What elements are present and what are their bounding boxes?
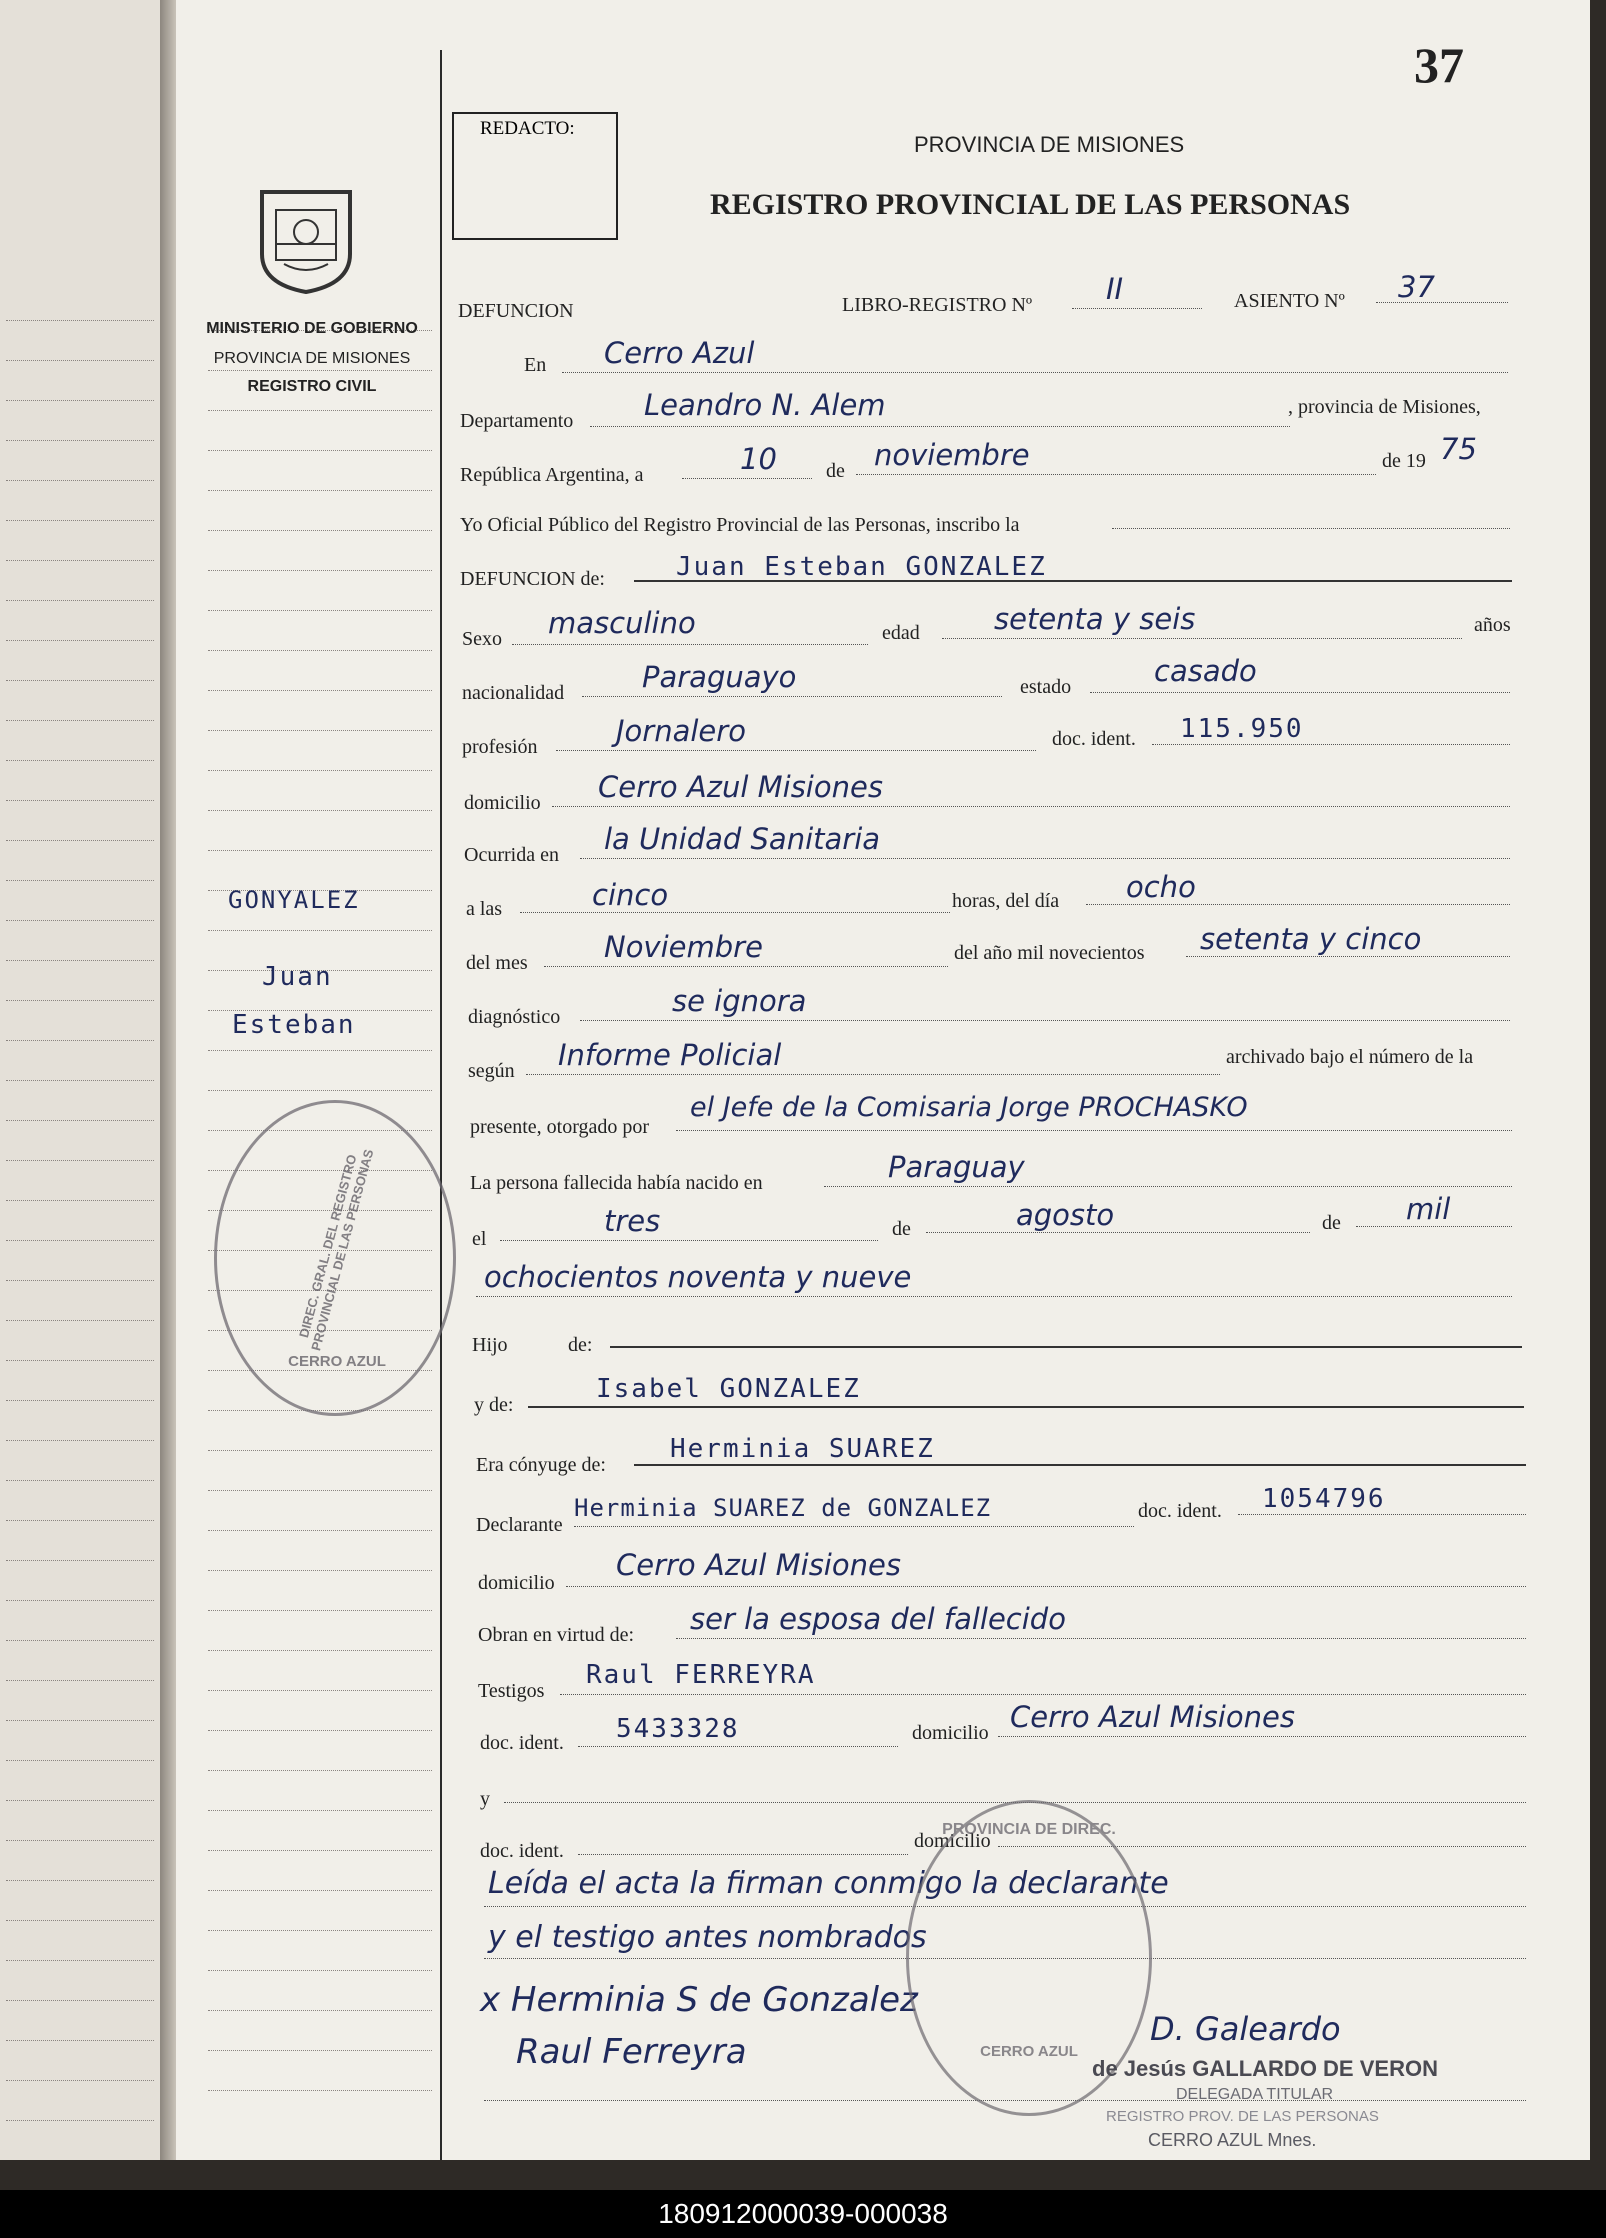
- segun-label: según: [468, 1060, 515, 1082]
- alas-line: [520, 912, 950, 913]
- declarante-doc-label: doc. ident.: [1138, 1500, 1222, 1522]
- facing-page-rule: [6, 2040, 154, 2041]
- nacido-line: [824, 1186, 1512, 1187]
- declarante-line: [574, 1526, 1134, 1527]
- nacionalidad-line: [582, 696, 1002, 697]
- margin-rule-line: [208, 530, 432, 531]
- domicilio-line: [552, 806, 1510, 807]
- margin-rule: [440, 50, 442, 2160]
- margin-rule-line: [208, 490, 432, 491]
- redacto-label: REDACTO:: [480, 118, 575, 139]
- facing-page-rule: [6, 1920, 154, 1921]
- facing-page-rule: [6, 960, 154, 961]
- sexo-line: [512, 644, 868, 645]
- profesion-value: Jornalero: [616, 714, 746, 748]
- margin-rule-line: [208, 2050, 432, 2051]
- margin-rule-line: [208, 1450, 432, 1451]
- facing-page-rule: [6, 1480, 154, 1481]
- facing-page-rule: [6, 1720, 154, 1721]
- facing-page-rule: [6, 520, 154, 521]
- y-label: y: [480, 1788, 490, 1810]
- margin-rule-line: [208, 1770, 432, 1771]
- edad-line: [942, 638, 1462, 639]
- margin-rule-line: [208, 570, 432, 571]
- presente-line: [676, 1130, 1512, 1131]
- profesion-label: profesión: [462, 736, 538, 758]
- hijo-de-label: de:: [568, 1334, 593, 1356]
- facing-page-rule: [6, 640, 154, 641]
- facing-page-rule: [6, 1160, 154, 1161]
- margin-rule-line: [208, 1050, 432, 1051]
- image-caption: 180912000039-000038: [658, 2198, 948, 2229]
- margin-rule-line: [208, 1570, 432, 1571]
- asiento-line: [1376, 302, 1508, 303]
- domicilio3-label: domicilio: [912, 1722, 989, 1744]
- nacionalidad-value: Paraguayo: [642, 660, 797, 694]
- yde-label: y de:: [474, 1394, 514, 1416]
- facing-page-rule: [6, 1560, 154, 1561]
- ministry-line2: PROVINCIA DE MISIONES: [213, 350, 411, 367]
- anos-label: años: [1474, 614, 1511, 636]
- presente-value: el Jefe de la Comisaria Jorge PROCHASKO: [690, 1092, 1248, 1123]
- anio-mil-line: [1186, 956, 1510, 957]
- margin-rule-line: [208, 650, 432, 651]
- conyuge-line: [634, 1464, 1526, 1466]
- registry-stamp-left: [214, 1100, 456, 1416]
- margin-rule-line: [208, 690, 432, 691]
- leido-line1: Leída el acta la firman conmigo la declarante: [488, 1866, 1169, 1901]
- diagnostico-value: se ignora: [672, 984, 807, 1018]
- margin-rule-line: [208, 2090, 432, 2091]
- alas-label: a las: [466, 898, 503, 920]
- doc2-value: 5433328: [616, 1714, 740, 1744]
- leido-line2: y el testigo antes nombrados: [488, 1920, 927, 1955]
- margin-rule-line: [208, 610, 432, 611]
- dia-value: 10: [740, 442, 777, 476]
- margin-rule-line: [208, 1650, 432, 1651]
- oficial-text: Yo Oficial Público del Registro Provincial de las Personas, inscribo la: [460, 514, 1020, 536]
- margin-rule-line: [208, 730, 432, 731]
- anio-mil-value: setenta y cinco: [1200, 922, 1422, 956]
- ministry-line3: REGISTRO CIVIL: [247, 378, 377, 395]
- facing-page: [0, 0, 160, 2160]
- madre-line: [528, 1406, 1524, 1408]
- departamento-label: Departamento: [460, 410, 574, 432]
- margin-rule-line: [208, 1850, 432, 1851]
- facing-page-rule: [6, 440, 154, 441]
- margin-rule-line: [208, 1930, 432, 1931]
- ocurrida-label: Ocurrida en: [464, 844, 559, 866]
- declarante-value: Herminia SUAREZ de GONZALEZ: [574, 1494, 992, 1522]
- facing-page-rule: [6, 1800, 154, 1801]
- signature-oficial: D. Galeardo: [1150, 2010, 1341, 2048]
- difunto-value: Juan Esteban GONZALEZ: [676, 552, 1047, 582]
- facing-page-rule: [6, 1360, 154, 1361]
- obran-label: Obran en virtud de:: [478, 1624, 635, 1646]
- facing-page-rule: [6, 600, 154, 601]
- facing-page-rule: [6, 560, 154, 561]
- sexo-label: Sexo: [462, 628, 502, 650]
- declarante-label: Declarante: [476, 1514, 563, 1536]
- domicilio3-value: Cerro Azul Misiones: [1010, 1700, 1295, 1734]
- presente-label: presente, otorgado por: [470, 1116, 650, 1138]
- domicilio-label: domicilio: [464, 792, 541, 814]
- madre-value: Isabel GONZALEZ: [596, 1374, 861, 1404]
- officer-name-stamp: de Jesús GALLARDO DE VERON: [1092, 2056, 1438, 2081]
- facing-page-rule: [6, 360, 154, 361]
- edad-label: edad: [882, 622, 920, 644]
- facing-page-rule: [6, 1240, 154, 1241]
- margin-rule-line: [208, 1690, 432, 1691]
- estado-value: casado: [1154, 654, 1257, 688]
- oficial-line: [1112, 528, 1510, 529]
- facing-page-rule: [6, 1120, 154, 1121]
- de3-value: mil: [1406, 1192, 1451, 1226]
- horas-label: horas, del día: [952, 890, 1060, 912]
- facing-page-rule: [6, 1880, 154, 1881]
- segun-value: Informe Policial: [558, 1038, 782, 1072]
- doc-line: [1152, 744, 1510, 745]
- margin-rule-line: [208, 850, 432, 851]
- nacido-label: La persona fallecida había nacido en: [470, 1172, 763, 1194]
- de19-label: de 19: [1382, 450, 1426, 472]
- edad-value: setenta y seis: [994, 602, 1196, 636]
- margin-given2: Esteban: [232, 1010, 356, 1040]
- facing-page-rule: [6, 1200, 154, 1201]
- facing-page-rule: [6, 680, 154, 681]
- ocurrida-line: [580, 858, 1510, 859]
- segun-line: [526, 1074, 1220, 1075]
- nacionalidad-label: nacionalidad: [462, 682, 565, 704]
- declarante-doc-value: 1054796: [1262, 1484, 1386, 1514]
- domicilio2-line: [566, 1586, 1526, 1587]
- domicilio-value: Cerro Azul Misiones: [598, 770, 883, 804]
- defuncion-de-label: DEFUNCION de:: [460, 568, 605, 590]
- facing-page-rule: [6, 1680, 154, 1681]
- mes-line: [856, 474, 1376, 475]
- page-number: 37: [1414, 37, 1464, 93]
- obran-line: [676, 1638, 1526, 1639]
- signature-declarante: x Herminia S de Gonzalez: [480, 1980, 918, 2020]
- archivado-label: archivado bajo el número de la: [1226, 1046, 1474, 1068]
- anio-mil-label: del año mil novecientos: [954, 942, 1145, 964]
- domicilio2-label: domicilio: [478, 1572, 555, 1594]
- asiento-label: ASIENTO Nº: [1234, 290, 1345, 312]
- officer-office-stamp: REGISTRO PROV. DE LAS PERSONAS: [1106, 2108, 1379, 2125]
- facing-page-rule: [6, 840, 154, 841]
- margin-rule-line: [208, 1810, 432, 1811]
- horas-value: ocho: [1126, 870, 1196, 904]
- margin-rule-line: [208, 1490, 432, 1491]
- redacto-box: [452, 112, 618, 240]
- margin-rule-line: [208, 1970, 432, 1971]
- hijo-label: Hijo: [472, 1334, 508, 1356]
- facing-page-rule: [6, 400, 154, 401]
- libro-line: [1072, 308, 1202, 309]
- facing-page-rule: [6, 1960, 154, 1961]
- de2-line: [926, 1232, 1310, 1233]
- mes-value: noviembre: [874, 438, 1030, 472]
- anio-nac-value: ochocientos noventa y nueve: [484, 1260, 912, 1294]
- facing-page-rule: [6, 1400, 154, 1401]
- facing-page-rule: [6, 320, 154, 321]
- de3-line: [1356, 1226, 1512, 1227]
- facing-page-rule: [6, 1280, 154, 1281]
- de2-value: agosto: [1016, 1198, 1115, 1232]
- el-label: el: [472, 1228, 487, 1250]
- de2-label: de: [892, 1218, 911, 1240]
- doc3-label: doc. ident.: [480, 1840, 564, 1862]
- delmes-line: [544, 966, 948, 967]
- margin-rule-line: [208, 1090, 432, 1091]
- margin-rule-line: [208, 1890, 432, 1891]
- domicilio4-label: domicilio: [914, 1830, 991, 1852]
- profesion-line: [556, 750, 1036, 751]
- conyuge-label: Era cónyuge de:: [476, 1454, 606, 1476]
- declarante-doc-line: [1238, 1514, 1526, 1515]
- padre-line: [610, 1346, 1522, 1348]
- margin-rule-line: [208, 1530, 432, 1531]
- doc2-label: doc. ident.: [480, 1732, 564, 1754]
- margin-rule-line: [208, 930, 432, 931]
- delmes-label: del mes: [466, 952, 528, 974]
- ministry-line1: MINISTERIO DE GOBIERNO: [206, 320, 418, 337]
- margin-rule-line: [208, 1610, 432, 1611]
- margin-rule-line: [208, 410, 432, 411]
- facing-page-rule: [6, 1320, 154, 1321]
- margin-rule-line: [208, 370, 432, 371]
- dia-line: [682, 478, 812, 479]
- misiones-seal-icon: [254, 184, 358, 294]
- facing-page-rule: [6, 1440, 154, 1441]
- margin-rule-line: [208, 1730, 432, 1731]
- doc-label: doc. ident.: [1052, 728, 1136, 750]
- horas-line: [1086, 904, 1510, 905]
- officer-title-stamp: DELEGADA TITULAR: [1176, 2086, 1334, 2103]
- facing-page-rule: [6, 1600, 154, 1601]
- facing-page-rule: [6, 920, 154, 921]
- book-spine: [160, 0, 176, 2160]
- margin-given1: Juan: [262, 962, 333, 992]
- libro-label: LIBRO-REGISTRO Nº: [842, 294, 1033, 316]
- facing-page-rule: [6, 2080, 154, 2081]
- signature-testigo: Raul Ferreyra: [516, 2032, 747, 2072]
- testigos-value: Raul FERREYRA: [586, 1660, 816, 1690]
- testigos-line: [560, 1694, 1526, 1695]
- estado-line: [1090, 692, 1510, 693]
- stamp-bottom-ring-text: PROVINCIA DE DIREC.: [942, 1821, 1116, 1838]
- anio-nac-line: [476, 1296, 1512, 1297]
- diagnostico-line: [580, 1020, 1510, 1021]
- officer-place-stamp: CERRO AZUL Mnes.: [1148, 2130, 1317, 2150]
- doc3-line: [578, 1854, 908, 1855]
- doc2-line: [578, 1746, 898, 1747]
- facing-page-rule: [6, 1040, 154, 1041]
- facing-page-rule: [6, 800, 154, 801]
- obran-value: ser la esposa del fallecido: [690, 1602, 1066, 1636]
- defuncion-label: DEFUNCION: [458, 300, 574, 322]
- facing-page-rule: [6, 1640, 154, 1641]
- header-province: PROVINCIA DE MISIONES: [914, 132, 1185, 157]
- asiento-value: 37: [1398, 270, 1435, 304]
- republica-label: República Argentina, a: [460, 464, 644, 486]
- estado-label: estado: [1020, 676, 1072, 698]
- facing-page-rule: [6, 1840, 154, 1841]
- en-value: Cerro Azul: [604, 336, 755, 370]
- ocurrida-value: la Unidad Sanitaria: [604, 822, 881, 856]
- stamp-left-center: CERRO AZUL: [288, 1353, 386, 1370]
- nacido-value: Paraguay: [888, 1150, 1025, 1184]
- en-line: [562, 372, 1508, 373]
- facing-page-rule: [6, 2000, 154, 2001]
- provincia-suffix: , provincia de Misiones,: [1288, 396, 1481, 418]
- margin-rule-line: [208, 450, 432, 451]
- departamento-value: Leandro N. Alem: [644, 388, 886, 422]
- departamento-line: [590, 426, 1290, 427]
- delmes-value: Noviembre: [604, 930, 763, 964]
- facing-page-rule: [6, 1000, 154, 1001]
- facing-page-rule: [6, 1760, 154, 1761]
- domicilio2-value: Cerro Azul Misiones: [616, 1548, 901, 1582]
- facing-page-rule: [6, 720, 154, 721]
- facing-page-rule: [6, 480, 154, 481]
- page-title: REGISTRO PROVINCIAL DE LAS PERSONAS: [710, 188, 1351, 221]
- el-value: tres: [604, 1204, 661, 1238]
- conyuge-value: Herminia SUAREZ: [670, 1434, 935, 1464]
- alas-value: cinco: [592, 878, 669, 912]
- en-label: En: [524, 354, 547, 376]
- facing-page-rule: [6, 2120, 154, 2121]
- testigos-label: Testigos: [478, 1680, 545, 1702]
- de3-label: de: [1322, 1212, 1341, 1234]
- margin-surname: GONYALEZ: [228, 886, 360, 914]
- de-label: de: [826, 460, 845, 482]
- margin-rule-line: [208, 810, 432, 811]
- facing-page-rule: [6, 1520, 154, 1521]
- el-line: [500, 1240, 878, 1241]
- facing-page-rule: [6, 880, 154, 881]
- facing-page-rule: [6, 1080, 154, 1081]
- domicilio3-line: [998, 1736, 1526, 1737]
- stamp-left-ring-text: DIREC. GRAL. DEL REGISTRO PROVINCIAL DE LAS PERSONAS: [296, 1147, 377, 1353]
- anio-value: 75: [1440, 432, 1477, 466]
- doc-value: 115.950: [1180, 714, 1304, 744]
- sexo-value: masculino: [548, 606, 696, 640]
- facing-page-rule: [6, 760, 154, 761]
- margin-rule-line: [208, 2010, 432, 2011]
- stamp-bottom-center: CERRO AZUL: [980, 2043, 1078, 2060]
- diagnostico-label: diagnóstico: [468, 1006, 561, 1028]
- libro-value: II: [1106, 272, 1124, 306]
- margin-rule-line: [208, 770, 432, 771]
